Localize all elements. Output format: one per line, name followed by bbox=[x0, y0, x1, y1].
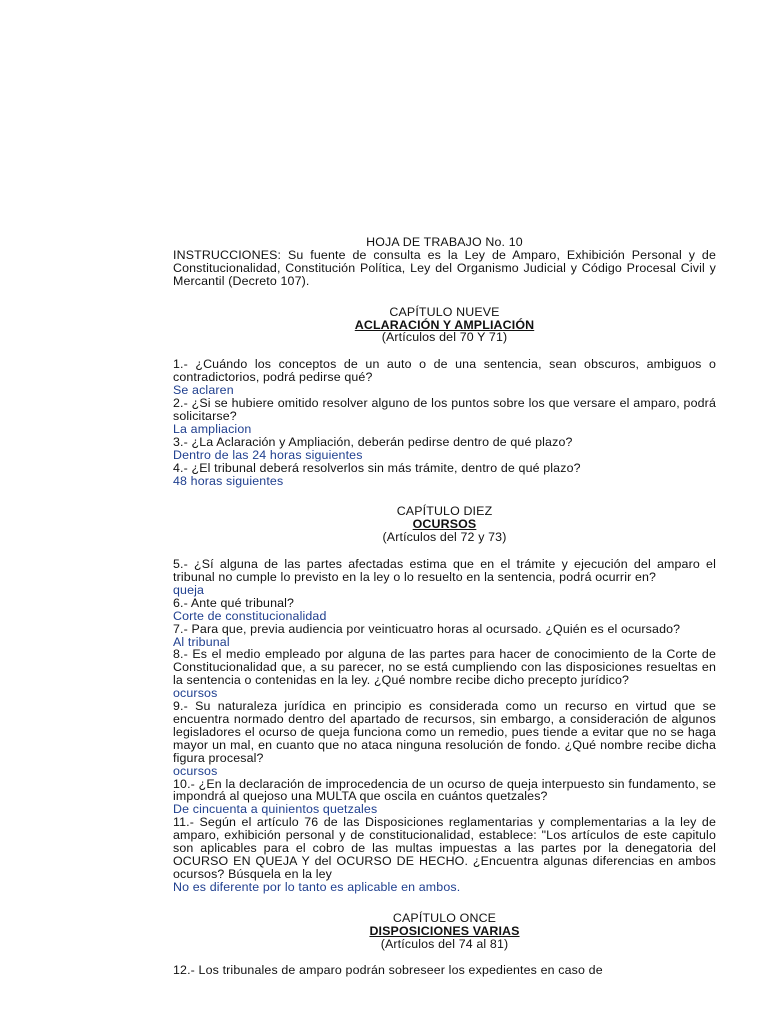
chapter-label: CAPÍTULO NUEVE bbox=[389, 304, 500, 319]
question: 12.- Los tribunales de amparo podrán sobreseer los expedientes en caso de bbox=[173, 963, 603, 978]
question: 9.- Su naturaleza jurídica en principio es considerada como un recurso en virtud que se encuentra normado dentro del apartado de recursos, sin embargo, a consideración de algunos legisladores el ocurso de queja funciona como un remedio, pues tiende a evitar que no se haga mayor un mal, en cuanto que no ataca ninguna resolución de fondo. ¿Qué nombre recibe dicha figura procesal? bbox=[173, 699, 716, 765]
instructions-paragraph: INSTRUCCIONES: Su fuente de consulta es la Ley de Amparo, Exhibición Personal y de Constitucionalidad, Constitución Política, Ley del Organismo Judicial y Código Procesal Civil y Mercantil (Decreto 107). bbox=[173, 247, 716, 288]
chapter-heading: OCURSOS bbox=[412, 517, 477, 532]
chapter-articles: (Artículos del 74 al 81) bbox=[380, 936, 509, 951]
question: 3.- ¿La Aclaración y Ampliación, deberán pedirse dentro de qué plazo? bbox=[173, 434, 573, 449]
answer: 48 horas siguientes bbox=[173, 473, 284, 488]
answer: Dentro de las 24 horas siguientes bbox=[173, 447, 363, 462]
chapter-heading: ACLARACIÓN Y AMPLIACIÓN bbox=[354, 317, 535, 332]
answer: queja bbox=[173, 582, 205, 597]
question: 8.- Es el medio empleado por alguna de las partes para hacer de conocimiento de la Corte de Constitucionalidad que, a su parecer, no se está cumpliendo con las disposiciones resueltas en la sentencia o contenidas en la ley. ¿Qué nombre recibe dicho precepto jurídico? bbox=[173, 647, 716, 688]
answer: ocursos bbox=[173, 686, 218, 701]
chapter-label: CAPÍTULO DIEZ bbox=[396, 504, 493, 519]
chapter-articles: (Artículos del 70 Y 71) bbox=[381, 330, 508, 345]
question: 5.- ¿Sí alguna de las partes afectadas estima que en el trámite y ejecución del amparo el tribunal no cumple lo previsto en la ley o lo resuelto en la sentencia, podrá ocurrir en? bbox=[173, 557, 716, 585]
question: 7.- Para que, previa audiencia por veinticuatro horas al ocursado. ¿Quién es el ocursado? bbox=[173, 621, 681, 636]
answer: Al tribunal bbox=[173, 634, 230, 649]
question: 1.- ¿Cuándo los conceptos de un auto o de una sentencia, sean obscuros, ambiguos o contradictorios, podrá pedirse qué? bbox=[173, 357, 716, 385]
chapter-articles: (Artículos del 72 y 73) bbox=[382, 530, 507, 545]
question: 4.- ¿El tribunal deberá resolverlos sin más trámite, dentro de qué plazo? bbox=[173, 460, 581, 475]
answer: No es diferente por lo tanto es aplicable en ambos. bbox=[173, 879, 461, 894]
worksheet-title: HOJA DE TRABAJO No. 10 bbox=[366, 235, 523, 249]
answer: De cincuenta a quinientos quetzales bbox=[173, 802, 378, 817]
chapter-heading: DISPOSICIONES VARIAS bbox=[369, 923, 520, 938]
question: 6.- Ante qué tribunal? bbox=[173, 595, 295, 610]
answer: ocursos bbox=[173, 763, 218, 778]
answer: Se aclaren bbox=[173, 383, 234, 398]
worksheet-content bbox=[173, 236, 716, 977]
answer: La ampliacion bbox=[173, 421, 252, 436]
chapter-label: CAPÍTULO ONCE bbox=[392, 910, 497, 925]
question: 11.- Según el artículo 76 de las Disposiciones reglamentarias y complementarias a la ley de amparo, exhibición personal y de constitucionalidad, establece: "Los artículos de este capitulo son aplicables para el cobro de las multas impuestas a las partes por la denegatoria del OCURSO EN QUEJA Y del OCURSO DE HECHO. ¿Encuentra algunas diferencias en ambos ocursos? Búsquela en la ley bbox=[173, 815, 716, 881]
answer: Corte de constitucionalidad bbox=[173, 608, 327, 623]
question: 2.- ¿Si se hubiere omitido resolver alguno de los puntos sobre los que versare el amparo, podrá solicitarse? bbox=[173, 396, 716, 423]
question: 10.- ¿En la declaración de improcedencia de un ocurso de queja interpuesto sin fundamento, se impondrá al quejoso una MULTA que oscila en cuántos quetzales? bbox=[173, 776, 716, 804]
